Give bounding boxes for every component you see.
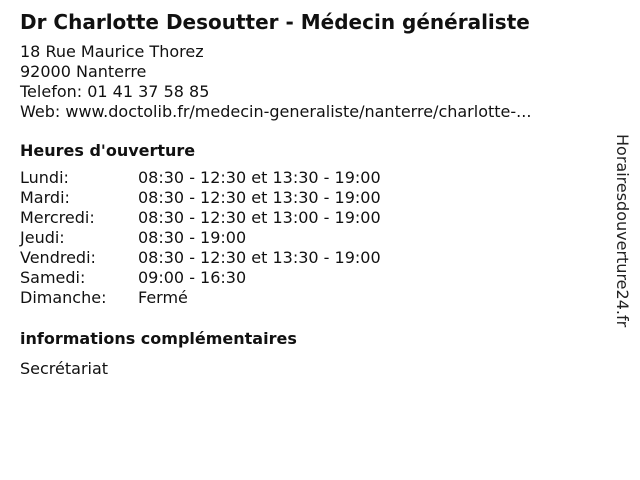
day-label: Lundi: (20, 168, 69, 187)
extra-info-heading: informations complémentaires (20, 329, 297, 348)
day-hours: 08:30 - 12:30 et 13:30 - 19:00 (138, 188, 381, 207)
phone-line (20, 82, 600, 102)
site-watermark: Horairesdouverture24.fr (613, 134, 632, 328)
day-hours: 08:30 - 19:00 (138, 228, 247, 247)
day-hours: Fermé (138, 288, 188, 307)
hours-row-mardi (20, 188, 600, 208)
hours-row-vendredi (20, 248, 600, 268)
page-title: Dr Charlotte Desoutter - Médecin généraliste (20, 10, 530, 34)
hours-row-samedi (20, 268, 600, 288)
hours-row-lundi (20, 168, 600, 188)
hours-heading: Heures d'ouverture (20, 141, 196, 160)
day-label: Mercredi: (20, 208, 95, 227)
day-hours: 09:00 - 16:30 (138, 268, 247, 287)
extra-info-item: Secrétariat (20, 359, 109, 378)
doctor-card (20, 8, 600, 380)
web-line (20, 102, 600, 122)
day-label: Vendredi: (20, 248, 96, 267)
day-hours: 08:30 - 12:30 et 13:30 - 19:00 (138, 248, 381, 267)
hours-row-mercredi (20, 208, 600, 228)
street-address: 18 Rue Maurice Thorez (20, 42, 204, 61)
phone-label: Telefon: (20, 82, 83, 101)
day-label: Samedi: (20, 268, 86, 287)
phone-number[interactable]: 01 41 37 58 85 (87, 82, 210, 101)
day-label: Dimanche: (20, 288, 107, 307)
day-hours: 08:30 - 12:30 et 13:00 - 19:00 (138, 208, 381, 227)
hours-row-jeudi (20, 228, 600, 248)
day-label: Mardi: (20, 188, 70, 207)
web-label: Web: (20, 102, 61, 121)
day-hours: 08:30 - 12:30 et 13:30 - 19:00 (138, 168, 381, 187)
hours-table (20, 168, 600, 308)
website-link[interactable]: www.doctolib.fr/medecin-generaliste/nanterre/charlotte-... (65, 102, 532, 121)
day-label: Jeudi: (20, 228, 65, 247)
city-address: 92000 Nanterre (20, 62, 147, 81)
address-block (20, 42, 600, 122)
hours-row-dimanche (20, 288, 600, 308)
